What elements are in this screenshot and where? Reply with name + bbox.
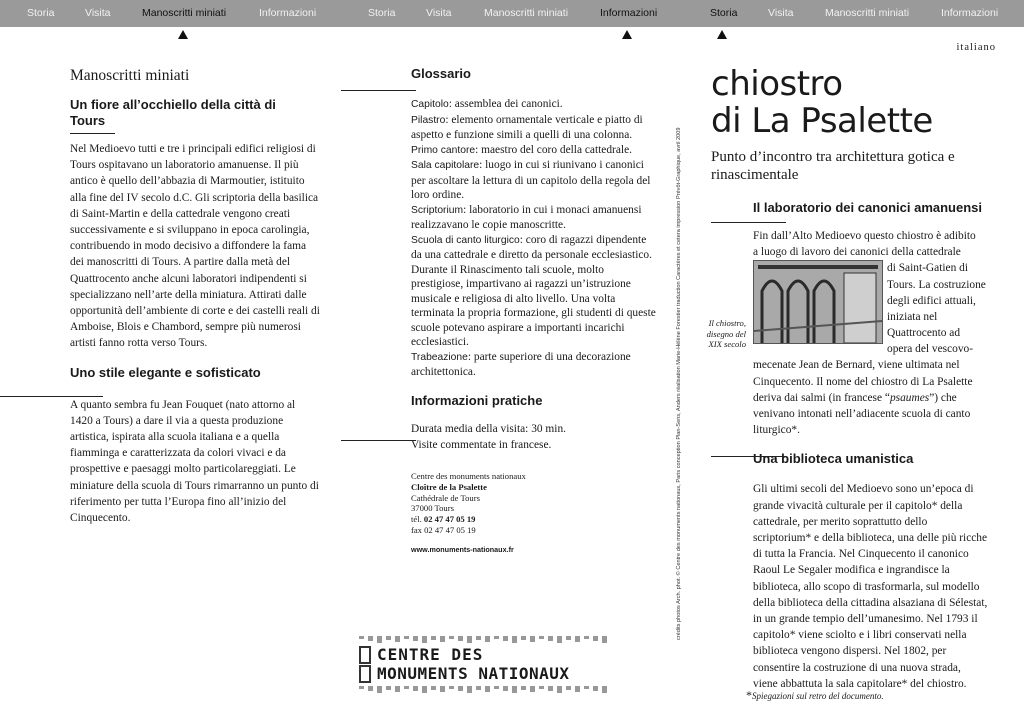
nav-visita-1[interactable]: Visita (85, 7, 111, 19)
logo-pattern-cell (530, 636, 535, 642)
logo-pattern-cell (377, 636, 382, 643)
address-tel (411, 514, 656, 525)
logo-pattern-cell (485, 636, 490, 642)
wrap-line-1: di Saint-Gatien di (887, 262, 968, 275)
section-heading-laboratorio: Il laboratorio dei canonici amanuensi (753, 200, 982, 215)
logo-pattern-cell (458, 686, 463, 691)
logo-pattern-cell (449, 636, 454, 639)
glossary-definition: : laboratorio in cui i monaci amanuensi realizzavano le copie manoscritte. (411, 203, 642, 231)
logo-pattern-cell (458, 636, 463, 641)
nav-storia-3[interactable]: Storia (710, 7, 738, 19)
nav-informazioni-3[interactable]: Informazioni (941, 7, 999, 19)
image-caption: Il chiostro, disegno del XIX secolo (706, 318, 746, 349)
paragraph-laboratorio-b (753, 357, 988, 438)
logo-pattern-cell (494, 686, 499, 689)
logo-pattern-cell (413, 636, 418, 641)
glossary-term: Capitolo (411, 99, 449, 110)
glossary-definition: : maestro del coro della cattedrale. (475, 143, 632, 156)
column-title: Manoscritti miniati (70, 67, 190, 84)
active-nav-arrow-1 (178, 30, 188, 39)
section-heading-biblioteca: Una biblioteca umanistica (753, 451, 914, 467)
glossary-item (411, 97, 656, 113)
logo-pattern-cell (440, 686, 445, 692)
logo-pattern-cell (476, 686, 481, 690)
logo-pattern-cell (512, 636, 517, 643)
logo-pattern-cell (431, 686, 436, 690)
logo-line-1: CENTRE DES (377, 645, 484, 664)
logo-pattern-cell (548, 636, 553, 641)
logo-pattern-cell (431, 636, 436, 640)
glossary-term: Scuola di canto liturgico (411, 234, 520, 246)
footnote-text: Spiegazioni sul retro del documento. (752, 691, 884, 701)
language-label: italiano (956, 42, 996, 53)
logo-pattern-cell (359, 636, 364, 639)
wrap-line-3: degli edifici attuali, (887, 294, 976, 307)
heading-rule-4 (341, 440, 416, 441)
active-nav-arrow-2 (622, 30, 632, 39)
wrap-line-4: iniziata nel (887, 311, 938, 324)
nav-manoscritti-3[interactable]: Manoscritti miniati (825, 7, 910, 19)
para-b-text: mecenate Jean de Bernard, viene ultimata nel Cinquecento. Il nome del chiostro di La Psalette deriva dai salmi (in francese “ (753, 359, 973, 404)
logo-pattern-cell (584, 636, 589, 639)
logo-pattern-cell (539, 636, 544, 639)
nav-informazioni-2[interactable]: Informazioni (600, 7, 658, 19)
logo-pattern-cell (557, 636, 562, 643)
logo-pattern-bottom (359, 686, 639, 693)
paragraph-laboratorio-a: Fin dall’Alto Medioevo questo chiostro è adibito a luogo di lavoro dei canonici della cattedrale (753, 230, 976, 259)
column-manoscritti (70, 66, 320, 526)
glossary-item (411, 158, 656, 203)
glossary-item (411, 233, 656, 350)
logo-pattern-cell (566, 636, 571, 640)
address-fax: fax 02 47 47 05 19 (411, 524, 476, 535)
glossary-item (411, 203, 656, 233)
logo-pattern-cell (530, 686, 535, 692)
logo-pattern-cell (359, 686, 364, 689)
logo-pattern-cell (602, 636, 607, 643)
section-heading-fiore: Un fiore all’occhiello della città di Tours (70, 97, 276, 128)
glossary-definition: : elemento ornamentale verticale e piatto di aspetto e funzione simili a quelli di una colonna. (411, 113, 643, 141)
logo-pattern-cell (584, 686, 589, 689)
logo-pattern-cell (395, 686, 400, 692)
info-line-duration: Durata media della visita: 30 min. (411, 422, 566, 435)
glossary-definition: : luogo in cui si riunivano i canonici per ascoltare la lettura di un capitolo della regola del loro ordine. (411, 159, 651, 201)
logo-pattern-cell (386, 636, 391, 640)
logo-pattern-cell (521, 636, 526, 640)
nav-visita-2[interactable]: Visita (426, 7, 452, 19)
glossary-definition: : assemblea dei canonici. (448, 98, 563, 110)
address-street: Cathédrale de Tours (411, 492, 480, 503)
subtitle: Punto d’incontro tra architettura gotica e rinascimentale (711, 149, 955, 183)
logo-pattern-cell (575, 636, 580, 642)
logo-pattern-cell (521, 686, 526, 690)
logo-pattern-cell (413, 686, 418, 691)
nav-storia-1[interactable]: Storia (27, 7, 55, 19)
active-nav-arrow-3 (717, 30, 727, 39)
logo-pattern-cell (485, 686, 490, 692)
nav-storia-2[interactable]: Storia (368, 7, 396, 19)
cloister-drawing-image (753, 260, 883, 344)
logo-pattern-cell (440, 636, 445, 642)
logo-pattern-cell (602, 686, 607, 693)
vertical-credits: crédits photos Arch. phot. © Centre des monuments nationaux, Paris conception Plan-Sens, Anders réalisation Marie-Hélène Forestier traduction Caractères et cetera impression Prévôt-Graphique, avril 2009 (676, 127, 682, 640)
glossary-definition: : parte superiore di una decorazione architettonica. (411, 350, 631, 378)
footnote (746, 688, 884, 703)
logo-pattern-cell (386, 686, 391, 690)
tel-label: tél. (411, 514, 422, 525)
website-link[interactable]: www.monuments-nationaux.fr (411, 544, 514, 554)
address-org: Centre des monuments nationaux (411, 470, 526, 481)
logo-pattern-cell (377, 686, 382, 693)
address-block (411, 471, 656, 556)
info-line-guided: Visite commentate in francese. (411, 438, 552, 451)
logo-pattern-cell (512, 686, 517, 693)
footnote-star: * (746, 688, 752, 702)
logo-pattern-cell (368, 686, 373, 691)
logo-pattern-cell (575, 686, 580, 692)
logo-pattern-top (359, 636, 639, 643)
logo-mark (359, 646, 371, 664)
glossary-list (411, 97, 656, 380)
glossary-definition: : coro di ragazzi dipendente da una cattedrale e diretto da personale ecclesiastico. Durante il Rinascimento tali scuole, molto prestigiose, impartivano ai ragazzi un’istruzione musicale e religiosa di alto livello. Una volta terminata la propria formazione, gli studenti di queste scuole potevano aspirare a importanti incarichi ecclesiastici. (411, 233, 656, 348)
logo-pattern-cell (404, 686, 409, 689)
section-laboratorio (753, 200, 1008, 692)
info-block (411, 421, 656, 453)
glossary-term: Pilastro (411, 114, 446, 126)
logo-pattern-cell (395, 636, 400, 642)
glossary-term: Scriptorium (411, 204, 464, 216)
address-name: Cloître de la Psalette (411, 481, 487, 492)
glossary-item (411, 350, 656, 380)
cmn-logo (359, 636, 639, 693)
nav-informazioni-1[interactable]: Informazioni (259, 7, 317, 19)
top-nav-bar (0, 0, 1024, 27)
wrap-line-5: Quattrocento ad (887, 327, 961, 340)
logo-pattern-cell (548, 686, 553, 691)
para-b-italic: psaumes (889, 391, 930, 404)
glossary-term: Trabeazione (411, 351, 468, 363)
glossary-heading: Glossario (411, 66, 471, 81)
logo-pattern-cell (467, 636, 472, 643)
para-b-text-end: ”) che venivano intonati nell’adiacente scuola di canto liturgico*. (753, 391, 971, 437)
heading-rule-3 (341, 90, 416, 91)
heading-rule-5 (711, 222, 786, 223)
main-title-line-2: di La Psalette (711, 101, 933, 141)
column-glossario (411, 66, 656, 555)
logo-pattern-cell (494, 636, 499, 639)
image-wrap-block (753, 260, 1008, 358)
logo-line-2: MONUMENTS NATIONAUX (377, 664, 570, 683)
logo-pattern-cell (422, 636, 427, 643)
logo-pattern-cell (404, 636, 409, 639)
nav-visita-3[interactable]: Visita (768, 7, 794, 19)
heading-rule-1 (70, 133, 115, 134)
logo-pattern-cell (593, 636, 598, 641)
wrap-line-6: opera del vescovo- (887, 343, 974, 356)
glossary-term: Primo cantore (411, 144, 476, 156)
nav-manoscritti-1[interactable]: Manoscritti miniati (142, 7, 227, 19)
logo-mark-2 (359, 665, 371, 683)
logo-pattern-cell (557, 686, 562, 693)
glossary-item (411, 113, 656, 143)
tel-number[interactable]: 02 47 47 05 19 (423, 514, 476, 525)
logo-pattern-cell (593, 686, 598, 691)
nav-manoscritti-2[interactable]: Manoscritti miniati (484, 7, 569, 19)
info-heading: Informazioni pratiche (411, 392, 543, 408)
column-chiostro (711, 66, 1001, 184)
logo-pattern-cell (422, 686, 427, 693)
logo-pattern-cell (566, 686, 571, 690)
logo-pattern-cell (368, 636, 373, 641)
logo-pattern-cell (539, 686, 544, 689)
address-city: 37000 Tours (411, 503, 454, 514)
main-title-line-1: chiostro (711, 64, 843, 104)
heading-rule-2 (0, 396, 103, 397)
logo-pattern-cell (503, 636, 508, 641)
section-heading-stile: Uno stile elegante e sofisticato (70, 364, 261, 380)
glossary-term: Sala capitolare (411, 160, 480, 171)
logo-pattern-cell (476, 636, 481, 640)
logo-pattern-cell (503, 686, 508, 691)
logo-pattern-cell (449, 686, 454, 689)
paragraph-stile: A quanto sembra fu Jean Fouquet (nato attorno al 1420 a Tours) a dare il via a questa produzione artistica, ispirata alla scuola italiana e a quella fiamminga e caratterizzata da colori vivaci e da prospettive e paesaggi molto particolareggiati. Le miniature della scuola di Tours rimarranno un punto di riferimento per tutta l’Europa fino all’inizio del Cinquecento. (70, 398, 319, 525)
paragraph-biblioteca: Gli ultimi secoli del Medioevo sono un’epoca di grande vivacità culturale per il capitolo* della cattedrale, per merito soprattutto dello scriptorium* e della biblioteca, una delle più ricche di tutta la Francia. Nel Cinquecento il canonico Raoul Le Segaler modifica e ingrandisce la biblioteca, allo scopo di trasformarla, sul modello della biblioteca della cittadina alsaziana di Sélestat, in un grande tempio dell’umanesimo. Nel 1793 il capitolo* viene sciolto e i libri conservati nella biblioteca vengono dispersi. Nel 1802, per consentire la costruzione di una nuova strada, viene abbattuta la sala capitolare* del chiostro. (753, 483, 988, 690)
paragraph-fiore: Nel Medioevo tutti e tre i principali edifici religiosi di Tours ospitavano un laboratorio amanuense. Il più antico è quello dell’abbazia di Marmoutier, istituito alla fine del IV secolo d.C. Gli scriptoria della basilica di Saint-Martin e della cattedrale vengono creati successivamente e si sviluppano in epoca carolingia, contribuendo in modo decisivo a diffondere la fama dei manoscritti di Tours. A partire dalla metà del Quattrocento anche alcuni laboratori indipendenti si specializzano nell’arte della miniatura. Attirati dalle opportunità dell’ambiente di corte e dei castelli reali di Amboise, Blois e Chambord, sempre più numerosi artisti fanno rotta verso Tours. (70, 143, 320, 350)
logo-pattern-cell (467, 686, 472, 693)
glossary-item (411, 143, 656, 159)
heading-rule-6 (711, 456, 786, 457)
wrap-line-2: Tours. La costruzione (887, 278, 986, 291)
